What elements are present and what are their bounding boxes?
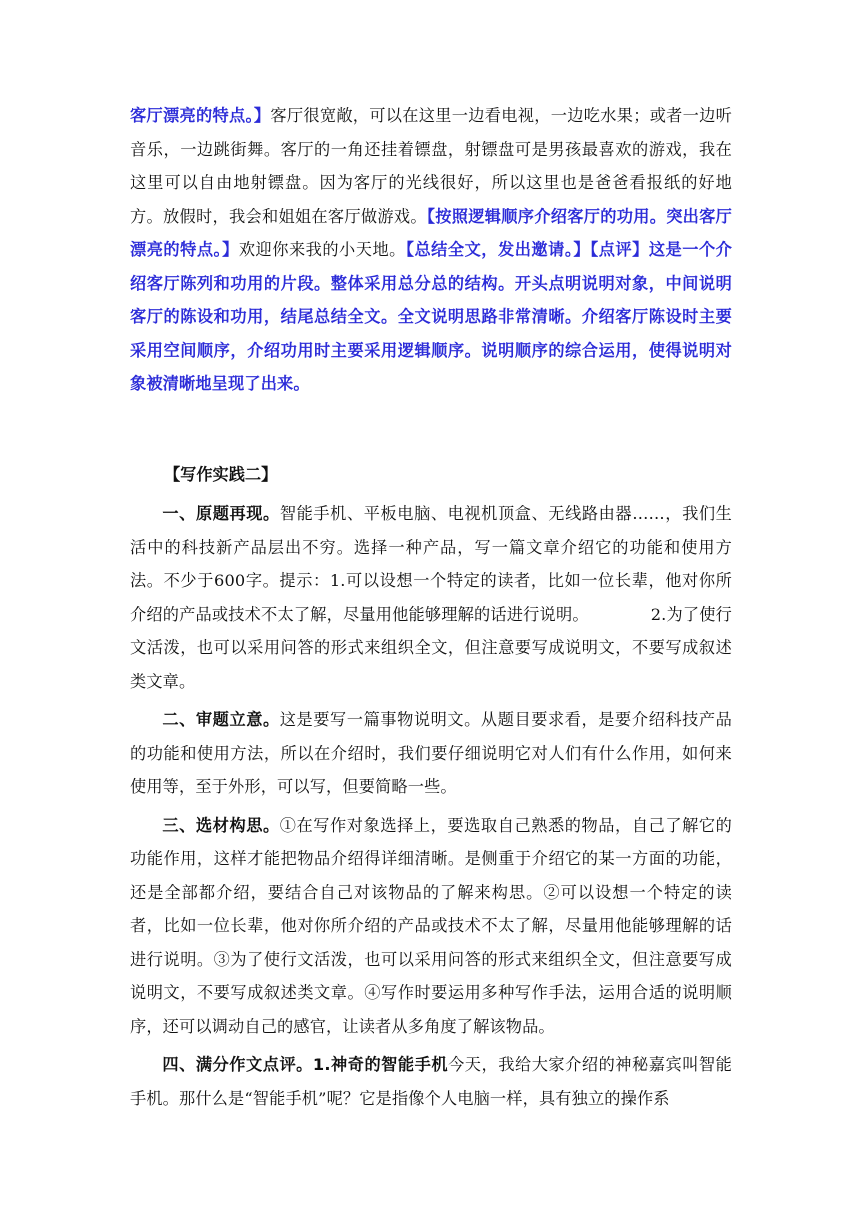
section-heading: 一、原题再现。 — [162, 504, 280, 523]
section-heading: 四、满分作文点评。 — [162, 1055, 313, 1074]
section-body: ①在写作对象选择上，要选取自己熟悉的物品，自己了解它的功能作用，这样才能把物品介绍得详细清晰。是侧重于介绍它的某一方面的功能，还是全部都介绍，要结合自己对该物品的了解来构思。②可以设想一个特定的读者，比如一位长辈，他对你所介绍的产品或技术不太了解，尽量用他能够理解的话进行说明。③为了使行文活泼，也可以采用问答的形式来组织全文，但注意要写成说明文，不要写成叙述类文章。④写作时要运用多种写作手法，运用合适的说明顺序，还可以调动自己的感官，让读者从多角度了解该物品。 — [130, 815, 732, 1036]
section-heading: 三、选材构思。 — [162, 815, 280, 835]
section-title: 【写作实践二】 — [164, 465, 278, 484]
body-text: 欢迎你来我的小天地。 — [238, 240, 406, 259]
review-paragraph — [130, 99, 732, 401]
section-body: 智能手机、平板电脑、电视机顶盒、无线路由器……，我们生活中的科技新产品层出不穷。选择一种产品，写一篇文章介绍它的功能和使用方法。不少于600字。提示：1.可以设想一个特定的读者，比如一位长辈，他对你所介绍的产品或技术不太了解，尽量用他能够理解的话进行说明。 — [130, 504, 732, 624]
section-body: 这是要写一篇事物说明文。从题目要求看，是要介绍科技产品的功能和使用方法，所以在介绍时，我们要仔细说明它对人们有什么作用，如何来使用等，至于外形，可以写，但要简略一些。 — [130, 710, 732, 796]
section-1 — [130, 497, 732, 698]
annotation-text: 【按照逻辑顺序介绍客厅的功用。突出客厅漂亮的特点。】 — [130, 206, 733, 259]
body-text: 客厅很宽敞，可以在这里一边看电视，一边吃水果；或者一边听音乐，一边跳街舞。客厅的一角还挂着镖盘，射镖盘可是男孩最喜欢的游戏，我在这里可以自由地射镖盘。因为客厅的光线很好，所以这里也是爸爸看报纸的好地方。放假时，我会和姐姐在客厅做游戏。 — [130, 106, 732, 226]
annotation-text: 客厅漂亮的特点。】 — [130, 106, 271, 125]
section-body: 今天，我给大家介绍的神秘嘉宾叫智能手机。那什么是“智能手机”呢？它是指像个人电脑一样，具有独立的操作系 — [130, 1055, 732, 1108]
section-heading: 二、审题立意。 — [162, 710, 280, 729]
section-3 — [130, 809, 732, 1044]
essay-title: 1.神奇的智能手机 — [312, 1055, 449, 1074]
section-2 — [130, 703, 732, 804]
section-4 — [130, 1048, 732, 1115]
sections-container — [130, 497, 732, 1120]
section-body: 2.为了使行文活泼，也可以采用问答的形式来组织全文，但注意要写成说明文，不要写成叙述类文章。 — [130, 604, 732, 691]
annotation-text: 【总结全文，发出邀请。】【点评】这是一个介绍客厅陈列和功用的片段。整体采用总分总的结构。开头点明说明对象，中间说明客厅的陈设和功用，结尾总结全文。全文说明思路非常清晰。介绍客厅陈设时主要采用空间顺序，介绍功用时主要采用逻辑顺序。说明顺序的综合运用，使得说明对象被清晰地呈现了出来。 — [130, 240, 732, 393]
